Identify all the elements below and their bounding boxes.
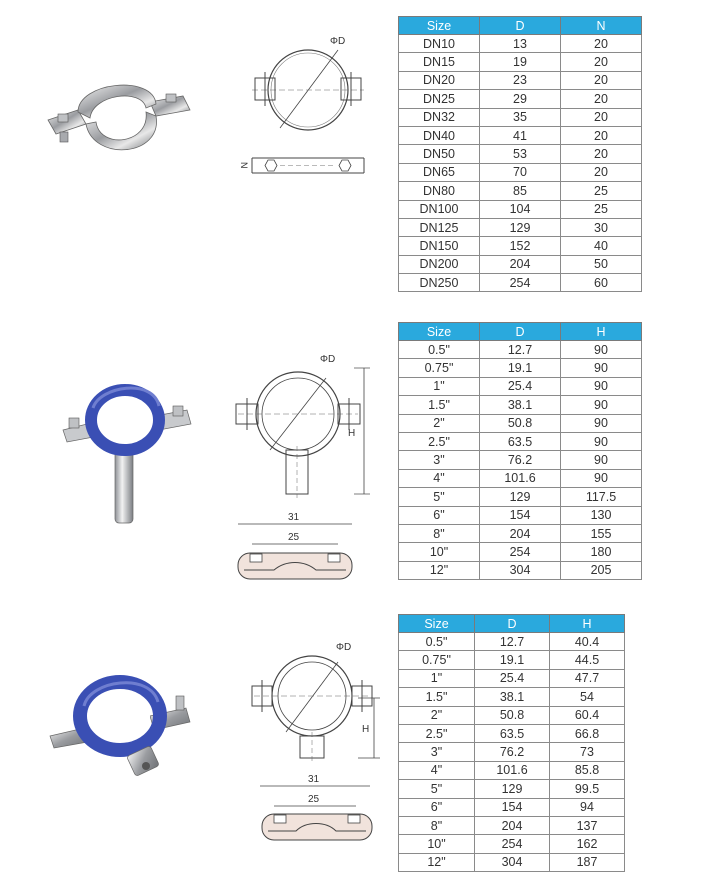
table-cell: DN10 bbox=[399, 35, 480, 53]
table-cell: 20 bbox=[561, 145, 642, 163]
spec-table-1-body bbox=[399, 35, 642, 292]
table-cell: 4" bbox=[399, 761, 475, 779]
width-outer-label: 31 bbox=[288, 512, 300, 523]
table-cell: 10" bbox=[399, 835, 475, 853]
table-row bbox=[399, 274, 642, 292]
table-cell: 12.7 bbox=[475, 633, 550, 651]
table-cell: 35 bbox=[480, 108, 561, 126]
table-cell: 73 bbox=[550, 743, 625, 761]
table-row bbox=[399, 853, 625, 871]
table-cell: 20 bbox=[561, 35, 642, 53]
table-row bbox=[399, 706, 625, 724]
table-cell: 254 bbox=[480, 543, 561, 561]
table-cell: 63.5 bbox=[475, 724, 550, 742]
table-cell: 6" bbox=[399, 798, 475, 816]
table-cell: 47.7 bbox=[550, 669, 625, 687]
clamp-drawing-plain bbox=[238, 28, 378, 178]
table-cell: 3" bbox=[399, 743, 475, 761]
table-cell: 53 bbox=[480, 145, 561, 163]
section-pipe-clamp-rod bbox=[0, 300, 711, 600]
table-cell: 137 bbox=[550, 816, 625, 834]
table-row bbox=[399, 561, 642, 579]
clamp-photo-nut bbox=[40, 660, 200, 790]
table-row bbox=[399, 798, 625, 816]
table-cell: 304 bbox=[475, 853, 550, 871]
table-cell: 20 bbox=[561, 126, 642, 144]
table-cell: 40.4 bbox=[550, 633, 625, 651]
table-cell: 19 bbox=[480, 53, 561, 71]
table-row bbox=[399, 816, 625, 834]
table-cell: 0.75" bbox=[399, 651, 475, 669]
table-cell: 162 bbox=[550, 835, 625, 853]
table-cell: 0.75" bbox=[399, 359, 480, 377]
table-cell: 90 bbox=[561, 414, 642, 432]
spec-table-1-header bbox=[399, 17, 642, 35]
table-row bbox=[399, 53, 642, 71]
table-cell: 60 bbox=[561, 274, 642, 292]
table-cell: 2.5" bbox=[399, 724, 475, 742]
table-row bbox=[399, 506, 642, 524]
table-cell: 2" bbox=[399, 706, 475, 724]
spec-table-3-header bbox=[399, 615, 625, 633]
table-row bbox=[399, 780, 625, 798]
table-cell: 76.2 bbox=[475, 743, 550, 761]
table-cell: 101.6 bbox=[480, 469, 561, 487]
table-cell: DN40 bbox=[399, 126, 480, 144]
table-cell: 254 bbox=[475, 835, 550, 853]
table-cell: DN65 bbox=[399, 163, 480, 181]
table-cell: 1" bbox=[399, 669, 475, 687]
table-row bbox=[399, 90, 642, 108]
table-cell: 40 bbox=[561, 237, 642, 255]
table-cell: 1.5" bbox=[399, 688, 475, 706]
table-cell: 20 bbox=[561, 53, 642, 71]
spec-table-2 bbox=[398, 322, 642, 580]
table-cell: 12" bbox=[399, 561, 480, 579]
table-cell: 38.1 bbox=[475, 688, 550, 706]
spec-table-1 bbox=[398, 16, 642, 292]
table-cell: 304 bbox=[480, 561, 561, 579]
table-row bbox=[399, 35, 642, 53]
table-row bbox=[399, 669, 625, 687]
table-cell: 20 bbox=[561, 71, 642, 89]
table-cell: 117.5 bbox=[561, 488, 642, 506]
table-cell: 187 bbox=[550, 853, 625, 871]
table-cell: 44.5 bbox=[550, 651, 625, 669]
table-cell: 50.8 bbox=[480, 414, 561, 432]
table-row bbox=[399, 359, 642, 377]
table-cell: 152 bbox=[480, 237, 561, 255]
table-cell: 204 bbox=[475, 816, 550, 834]
col-h: H bbox=[550, 615, 625, 633]
table-cell: 63.5 bbox=[480, 432, 561, 450]
table-cell: 25 bbox=[561, 182, 642, 200]
table-cell: DN32 bbox=[399, 108, 480, 126]
table-cell: DN250 bbox=[399, 274, 480, 292]
table-row bbox=[399, 432, 642, 450]
col-size: Size bbox=[399, 615, 475, 633]
table-cell: DN80 bbox=[399, 182, 480, 200]
table-row bbox=[399, 633, 625, 651]
table-cell: 25.4 bbox=[475, 669, 550, 687]
table-cell: 5" bbox=[399, 780, 475, 798]
table-cell: 180 bbox=[561, 543, 642, 561]
table-cell: 20 bbox=[561, 163, 642, 181]
clamp-photo-plain bbox=[38, 72, 198, 172]
table-cell: 70 bbox=[480, 163, 561, 181]
table-cell: 204 bbox=[480, 255, 561, 273]
table-row bbox=[399, 688, 625, 706]
table-cell: 85 bbox=[480, 182, 561, 200]
table-cell: 6" bbox=[399, 506, 480, 524]
table-cell: 25 bbox=[561, 200, 642, 218]
table-cell: 8" bbox=[399, 816, 475, 834]
table-cell: 19.1 bbox=[480, 359, 561, 377]
h-label: H bbox=[362, 724, 370, 735]
width-inner-label: 25 bbox=[308, 794, 320, 805]
width-inner-label: 25 bbox=[288, 532, 300, 543]
table-row bbox=[399, 163, 642, 181]
table-cell: DN25 bbox=[399, 90, 480, 108]
table-cell: 1.5" bbox=[399, 396, 480, 414]
table-cell: 2.5" bbox=[399, 432, 480, 450]
table-cell: 104 bbox=[480, 200, 561, 218]
table-row bbox=[399, 126, 642, 144]
table-cell: 90 bbox=[561, 359, 642, 377]
table-cell: 66.8 bbox=[550, 724, 625, 742]
table-cell: 129 bbox=[475, 780, 550, 798]
table-cell: 76.2 bbox=[480, 451, 561, 469]
table-cell: 41 bbox=[480, 126, 561, 144]
table-row bbox=[399, 396, 642, 414]
table-cell: DN150 bbox=[399, 237, 480, 255]
table-cell: 38.1 bbox=[480, 396, 561, 414]
table-cell: 154 bbox=[475, 798, 550, 816]
table-cell: 5" bbox=[399, 488, 480, 506]
clamp-drawing-rod bbox=[220, 348, 380, 598]
table-row bbox=[399, 651, 625, 669]
table-cell: 204 bbox=[480, 524, 561, 542]
table-cell: 99.5 bbox=[550, 780, 625, 798]
table-row bbox=[399, 451, 642, 469]
table-row bbox=[399, 835, 625, 853]
table-row bbox=[399, 218, 642, 236]
table-cell: DN125 bbox=[399, 218, 480, 236]
col-size: Size bbox=[399, 17, 480, 35]
col-size: Size bbox=[399, 323, 480, 341]
table-row bbox=[399, 543, 642, 561]
table-row bbox=[399, 761, 625, 779]
table-cell: DN100 bbox=[399, 200, 480, 218]
table-cell: 29 bbox=[480, 90, 561, 108]
table-cell: 90 bbox=[561, 432, 642, 450]
table-cell: 13 bbox=[480, 35, 561, 53]
table-cell: 50 bbox=[561, 255, 642, 273]
table-cell: 129 bbox=[480, 218, 561, 236]
table-cell: 90 bbox=[561, 341, 642, 359]
table-cell: 60.4 bbox=[550, 706, 625, 724]
table-cell: DN20 bbox=[399, 71, 480, 89]
table-cell: 155 bbox=[561, 524, 642, 542]
table-cell: DN15 bbox=[399, 53, 480, 71]
table-cell: 254 bbox=[480, 274, 561, 292]
table-cell: 90 bbox=[561, 469, 642, 487]
table-cell: 154 bbox=[480, 506, 561, 524]
spec-table-2-header bbox=[399, 323, 642, 341]
spec-table-3-body bbox=[399, 633, 625, 872]
width-outer-label: 31 bbox=[308, 774, 320, 785]
table-row bbox=[399, 414, 642, 432]
table-row bbox=[399, 743, 625, 761]
table-row bbox=[399, 182, 642, 200]
phi-d-label: ΦD bbox=[330, 36, 346, 47]
col-h: H bbox=[561, 323, 642, 341]
table-cell: 20 bbox=[561, 90, 642, 108]
table-row bbox=[399, 237, 642, 255]
phi-d-label: ΦD bbox=[320, 354, 336, 365]
table-row bbox=[399, 108, 642, 126]
table-row bbox=[399, 341, 642, 359]
table-cell: 101.6 bbox=[475, 761, 550, 779]
table-cell: 90 bbox=[561, 451, 642, 469]
table-row bbox=[399, 488, 642, 506]
table-cell: 19.1 bbox=[475, 651, 550, 669]
table-cell: 2" bbox=[399, 414, 480, 432]
table-cell: 3" bbox=[399, 451, 480, 469]
table-cell: DN200 bbox=[399, 255, 480, 273]
h-label: H bbox=[348, 428, 356, 439]
table-cell: 54 bbox=[550, 688, 625, 706]
n-label: N bbox=[239, 162, 249, 169]
table-cell: 30 bbox=[561, 218, 642, 236]
table-cell: 1" bbox=[399, 377, 480, 395]
table-cell: 25.4 bbox=[480, 377, 561, 395]
table-cell: 0.5" bbox=[399, 633, 475, 651]
table-row bbox=[399, 71, 642, 89]
spec-table-3 bbox=[398, 614, 625, 872]
table-cell: 90 bbox=[561, 396, 642, 414]
clamp-drawing-nut bbox=[240, 636, 390, 846]
col-d: D bbox=[480, 323, 561, 341]
table-cell: 130 bbox=[561, 506, 642, 524]
table-cell: 12.7 bbox=[480, 341, 561, 359]
clamp-photo-rod bbox=[55, 368, 205, 528]
section-pipe-clamp-nut bbox=[0, 600, 711, 891]
table-cell: 90 bbox=[561, 377, 642, 395]
table-cell: 0.5" bbox=[399, 341, 480, 359]
table-cell: DN50 bbox=[399, 145, 480, 163]
col-d: D bbox=[475, 615, 550, 633]
table-row bbox=[399, 469, 642, 487]
table-cell: 94 bbox=[550, 798, 625, 816]
table-cell: 85.8 bbox=[550, 761, 625, 779]
table-cell: 10" bbox=[399, 543, 480, 561]
table-cell: 50.8 bbox=[475, 706, 550, 724]
col-n: N bbox=[561, 17, 642, 35]
table-row bbox=[399, 724, 625, 742]
table-cell: 129 bbox=[480, 488, 561, 506]
table-cell: 23 bbox=[480, 71, 561, 89]
table-cell: 20 bbox=[561, 108, 642, 126]
table-cell: 8" bbox=[399, 524, 480, 542]
table-cell: 205 bbox=[561, 561, 642, 579]
table-row bbox=[399, 145, 642, 163]
spec-table-2-body bbox=[399, 341, 642, 580]
phi-d-label: ΦD bbox=[336, 642, 352, 653]
col-d: D bbox=[480, 17, 561, 35]
table-row bbox=[399, 255, 642, 273]
table-row bbox=[399, 377, 642, 395]
table-row bbox=[399, 524, 642, 542]
section-pipe-clamp-plain bbox=[0, 0, 711, 300]
table-cell: 12" bbox=[399, 853, 475, 871]
table-row bbox=[399, 200, 642, 218]
table-cell: 4" bbox=[399, 469, 480, 487]
